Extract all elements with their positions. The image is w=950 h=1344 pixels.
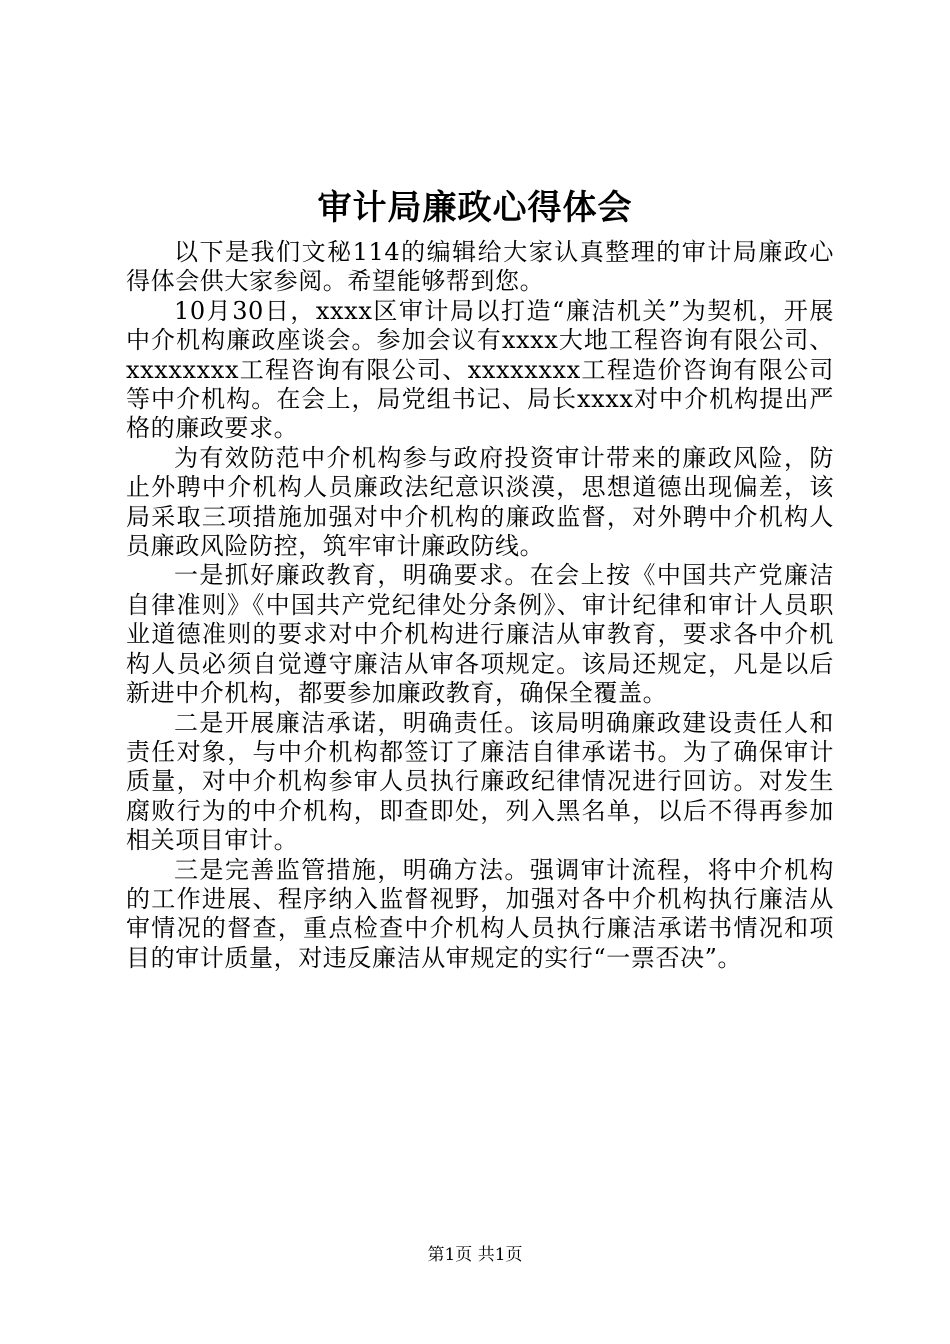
paragraph-education: 一是抓好廉政教育，明确要求。在会上按《中国共产党廉洁自律准则》《中国共产党纪律处分条例》、审计纪律和审计人员职业道德准则的要求对中介机构进行廉洁从审教育，要求各中介机构人员必须自觉遵守廉洁从审各项规定。该局还规定，凡是以后新进中介机构，都要参加廉政教育，确保全覆盖。	[126, 561, 834, 708]
paragraph-measures: 为有效防范中介机构参与政府投资审计带来的廉政风险，防止外聘中介机构人员廉政法纪意识淡漠，思想道德出现偏差，该局采取三项措施加强对中介机构的廉政监督，对外聘中介机构人员廉政风险防控，筑牢审计廉政防线。	[126, 443, 834, 561]
paragraph-supervision: 三是完善监管措施，明确方法。强调审计流程，将中介机构的工作进展、程序纳入监督视野，加强对各中介机构执行廉洁从审情况的督查，重点检查中介机构人员执行廉洁承诺书情况和项目的审计质量，对违反廉洁从审规定的实行“一票否决”。	[126, 855, 834, 972]
page-footer: 第1页 共1页	[427, 1245, 523, 1265]
document-title: 审计局廉政心得体会	[317, 188, 633, 228]
paragraph-meeting: 10月30日，xxxx区审计局以打造“廉洁机关”为契机，开展中介机构廉政座谈会。参加会议有xxxx大地工程咨询有限公司、xxxxxxxx工程咨询有限公司、xxxxxxxx工程造价咨询有限公司等中介机构。在会上，局党组书记、局长xxxx对中介机构提出严格的廉政要求。	[126, 296, 834, 443]
paragraph-intro: 以下是我们文秘114的编辑给大家认真整理的审计局廉政心得体会供大家参阅。希望能够帮到您。	[126, 238, 834, 296]
document-body	[126, 238, 834, 973]
paragraph-commitment: 二是开展廉洁承诺，明确责任。该局明确廉政建设责任人和责任对象，与中介机构都签订了廉洁自律承诺书。为了确保审计质量，对中介机构参审人员执行廉政纪律情况进行回访。对发生腐败行为的中介机构，即查即处，列入黑名单，以后不得再参加相关项目审计。	[126, 708, 834, 855]
